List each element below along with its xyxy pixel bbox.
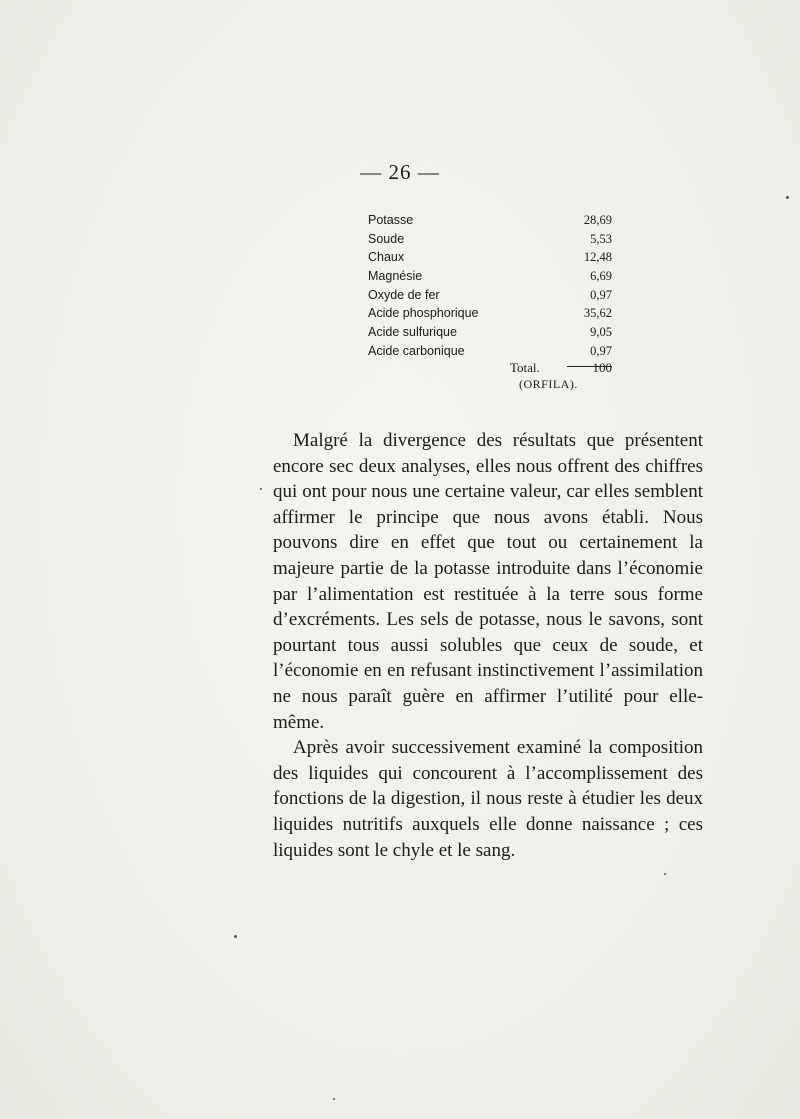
row-label: Soude — [368, 231, 405, 246]
total-value: 100 — [592, 360, 612, 375]
row-value: 0,97 — [590, 343, 612, 358]
row-value: 9,05 — [590, 325, 612, 340]
row-value: 35,62 — [583, 306, 612, 321]
row-label: Acide sulfurique — [368, 325, 457, 340]
page-number: — 26 — — [360, 160, 440, 184]
row-label: Magnésie — [368, 269, 423, 284]
row-value: 28,69 — [583, 213, 612, 227]
row-label: Acide carbonique — [368, 343, 465, 358]
table-row — [368, 304, 612, 323]
paragraph: Après avoir successivement examiné la composition des liquides qui concourent à l’accomplissement des fonctions de la digestion, il nous reste à étudier les deux liquides nutritifs auxquels elle donne naissance ; ces liquides sont le chyle et le sang. — [273, 737, 703, 861]
table-row — [368, 230, 612, 249]
table-row — [368, 342, 612, 361]
paragraph: Malgré la divergence des résultats que présentent encore sec deux analyses, elles nous offrent des chiffres qui ont pour nous une certaine valeur, car elles semblent affirmer le principe que nous avons établi. Nous pouvons dire en effet que tout ou certainement la majeure partie de la potasse introduite dans l’économie par l’alimentation est restituée à la terre sous forme d’excréments. Les sels de potasse, nous le savons, sont pourtant tous aussi solubles que ceux de soude, et l’économie en en refusant instinctivement l’assimilation ne nous paraît guère en affirmer l’utilité pour elle-même. — [273, 430, 703, 733]
row-value: 5,53 — [590, 231, 612, 246]
table-source: (ORFILA). — [519, 377, 578, 391]
row-label: Oxyde de fer — [368, 287, 440, 302]
row-value: 6,69 — [590, 269, 612, 284]
table-row — [368, 286, 612, 305]
row-value: 12,48 — [583, 250, 612, 265]
table-row — [368, 267, 612, 286]
row-label: Potasse — [368, 213, 414, 227]
row-value: 0,97 — [590, 287, 612, 302]
row-label: Chaux — [368, 250, 405, 265]
composition-table — [368, 211, 612, 361]
table-total — [510, 359, 612, 377]
table-row — [368, 323, 612, 342]
row-label: Acide phosphorique — [368, 306, 479, 321]
body-text — [273, 428, 703, 863]
total-label: Total. — [510, 360, 540, 375]
table-row — [368, 248, 612, 267]
table-row — [368, 211, 612, 230]
